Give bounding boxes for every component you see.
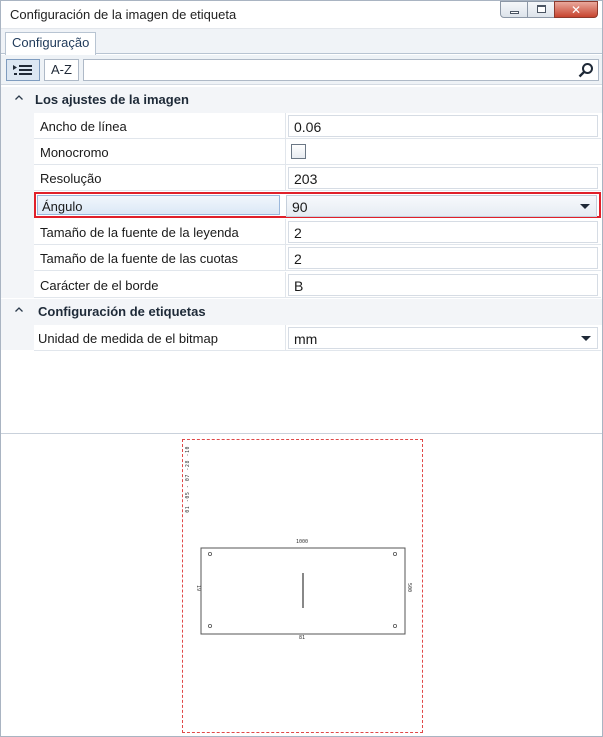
property-name: Resolução (40, 171, 102, 186)
grid-gutter (1, 112, 34, 298)
legend-font-size-field[interactable] (288, 221, 598, 243)
column-divider (285, 325, 286, 351)
property-row-dimension-font-size[interactable] (34, 245, 601, 271)
category-label: Configuración de etiquetas (38, 304, 206, 319)
monochrome-checkbox[interactable] (291, 144, 306, 159)
column-divider (285, 245, 286, 271)
dropdown-arrow-icon[interactable] (581, 336, 591, 341)
property-row-angle[interactable] (34, 192, 601, 218)
property-row-border-character[interactable] (34, 272, 601, 298)
title-bar (1, 1, 602, 29)
search-icon[interactable] (578, 62, 594, 78)
maximize-icon (537, 5, 546, 13)
property-name: Monocromo (40, 145, 109, 160)
property-value: 203 (294, 171, 318, 187)
column-divider (285, 272, 286, 298)
dimension-right-label: 500 (406, 583, 412, 593)
grid-gutter (1, 324, 34, 350)
property-value: mm (294, 331, 318, 347)
column-divider (285, 219, 286, 245)
categorized-view-button[interactable] (6, 59, 40, 81)
categorized-list-icon (12, 63, 34, 77)
angle-dropdown[interactable] (286, 195, 597, 217)
collapse-chevron-icon[interactable] (14, 93, 24, 103)
collapse-chevron-icon[interactable] (14, 305, 24, 315)
property-row-monochrome[interactable] (34, 139, 601, 165)
minimize-button[interactable] (500, 1, 528, 18)
property-name: Tamaño de la fuente de la leyenda (40, 225, 239, 240)
property-row-resolution[interactable] (34, 165, 601, 191)
tab-strip (1, 29, 602, 54)
property-value: 2 (294, 225, 302, 241)
category-header-label-settings[interactable] (1, 299, 602, 325)
property-row-bitmap-unit[interactable] (34, 325, 601, 351)
label-drawing-preview (183, 440, 422, 732)
column-divider (285, 113, 286, 139)
label-preview-sheet (182, 439, 423, 733)
window-controls (501, 1, 598, 19)
property-name: Ángulo (42, 199, 83, 214)
property-value: B (294, 278, 304, 294)
dimension-left-label: 19 (195, 585, 201, 592)
property-name: Ancho de línea (40, 119, 127, 134)
border-character-field[interactable] (288, 274, 598, 296)
property-toolbar (1, 55, 602, 85)
property-value: 0.06 (294, 119, 322, 135)
line-width-field[interactable] (288, 115, 598, 137)
tab-configuracao[interactable]: Configuração (5, 32, 96, 55)
column-divider (285, 165, 286, 191)
label-preview-pane (1, 435, 602, 736)
bitmap-unit-dropdown[interactable] (288, 327, 598, 349)
category-header-image-settings[interactable] (1, 87, 602, 113)
dimension-bottom-label: 81 (299, 635, 306, 641)
property-value: 2 (294, 251, 302, 267)
dropdown-arrow-icon[interactable] (580, 204, 590, 209)
property-name: Tamaño de la fuente de las cuotas (40, 251, 239, 266)
property-name: Carácter de el borde (40, 278, 159, 293)
minimize-icon (510, 11, 519, 14)
alphabetical-view-button[interactable]: A-Z (44, 59, 79, 81)
property-name: Unidad de medida de el bitmap (38, 331, 218, 346)
monochrome-field (288, 141, 598, 163)
column-divider (285, 139, 286, 165)
property-row-line-width[interactable] (34, 113, 601, 139)
close-button[interactable] (554, 1, 598, 18)
window-title: Configuración de la imagen de etiqueta (10, 7, 237, 22)
property-grid (1, 86, 602, 434)
maximize-button[interactable] (527, 1, 555, 18)
dimension-top-label: 1000 (296, 539, 309, 545)
close-icon: ✕ (570, 3, 582, 17)
dimension-font-size-field[interactable] (288, 247, 598, 269)
category-label: Los ajustes de la imagen (35, 92, 189, 107)
preview-corner-text: 01 -05 - 07 -28 -10 (185, 446, 191, 513)
property-row-legend-font-size[interactable] (34, 219, 601, 245)
property-search-input[interactable] (83, 59, 599, 81)
resolution-field[interactable] (288, 167, 598, 189)
property-value: 90 (292, 199, 308, 215)
